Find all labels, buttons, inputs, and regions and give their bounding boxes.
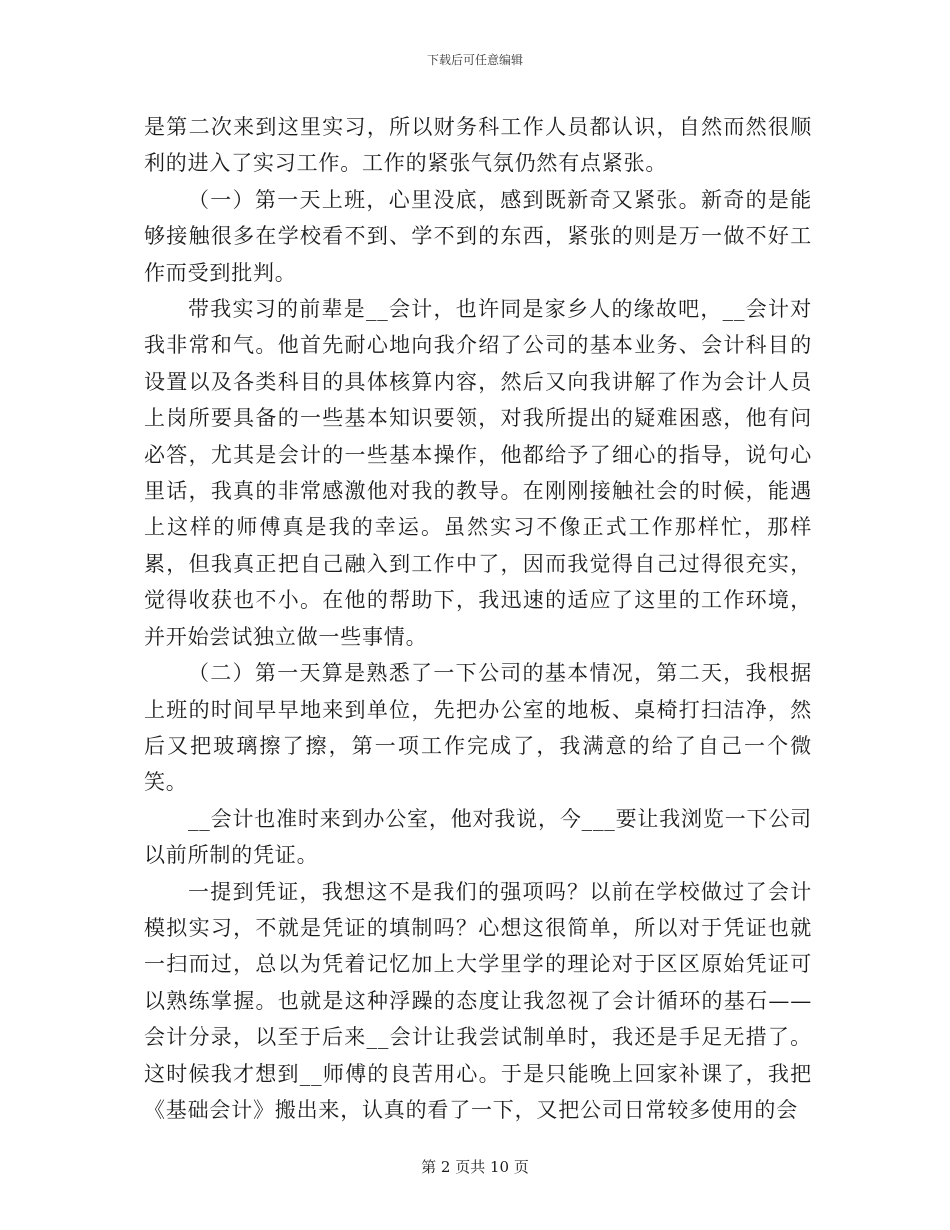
paragraph-second-day: （二）第一天算是熟悉了一下公司的基本情况，第二天，我根据上班的时间早早地来到单位，先把办公室的地板、桌椅打扫洁净，然后又把玻璃擦了擦，第一项工作完成了，我满意的给了自己一个微笑。: [144, 661, 812, 795]
paragraph-continuation: 是第二次来到这里实习，所以财务科工作人员都认识，自然而然很顺利的进入了实习工作。工作的紧张气氛仍然有点紧张。: [144, 115, 812, 176]
document-body: [144, 109, 812, 1128]
paragraph-mentor: 带我实习的前辈是__会计，也许同是家乡人的缘故吧，__会计对我非常和气。他首先耐心地向我介绍了公司的基本业务、会计科目的设置以及各类科目的具体核算内容，然后又向我讲解了作为会计人员上岗所要具备的一些基本知识要领，对我所提出的疑难困惑，他有问必答，尤其是会计的一些基本操作，他都给予了细心的指导，说句心里话，我真的非常感激他对我的教导。在刚刚接触社会的时候，能遇上这样的师傅真是我的幸运。虽然实习不像正式工作那样忙，那样累，但我真正把自己融入到工作中了，因而我觉得自己过得很充实，觉得收获也不小。在他的帮助下，我迅速的适应了这里的工作环境，并开始尝试独立做一些事情。: [144, 297, 812, 649]
page-number-footer: 第 2 页共 10 页: [421, 1158, 529, 1176]
page-header: 下载后可任意编辑: [426, 53, 523, 67]
paragraph-vouchers-intro: __会计也准时来到办公室，他对我说，今___要让我浏览一下公司以前所制的凭证。: [144, 806, 812, 868]
paragraph-first-day: （一）第一天上班，心里没底，感到既新奇又紧张。新奇的是能够接触很多在学校看不到、学不到的东西，紧张的则是万一做不好工作而受到批判。: [144, 187, 812, 285]
paragraph-vouchers-reflection: 一提到凭证，我想这不是我们的强项吗？以前在学校做过了会计模拟实习，不就是凭证的填制吗？心想这很简单，所以对于凭证也就一扫而过，总以为凭着记忆加上大学里学的理论对于区区原始凭证可以熟练掌握。也就是这种浮躁的态度让我忽视了会计循环的基石——会计分录，以至于后来__会计让我尝试制单时，我还是手足无措了。这时候我才想到__师傅的良苦用心。于是只能晚上回家补课了，我把《基础会计》搬出来，认真的看了一下，又把公司日常较多使用的会: [144, 879, 812, 1122]
